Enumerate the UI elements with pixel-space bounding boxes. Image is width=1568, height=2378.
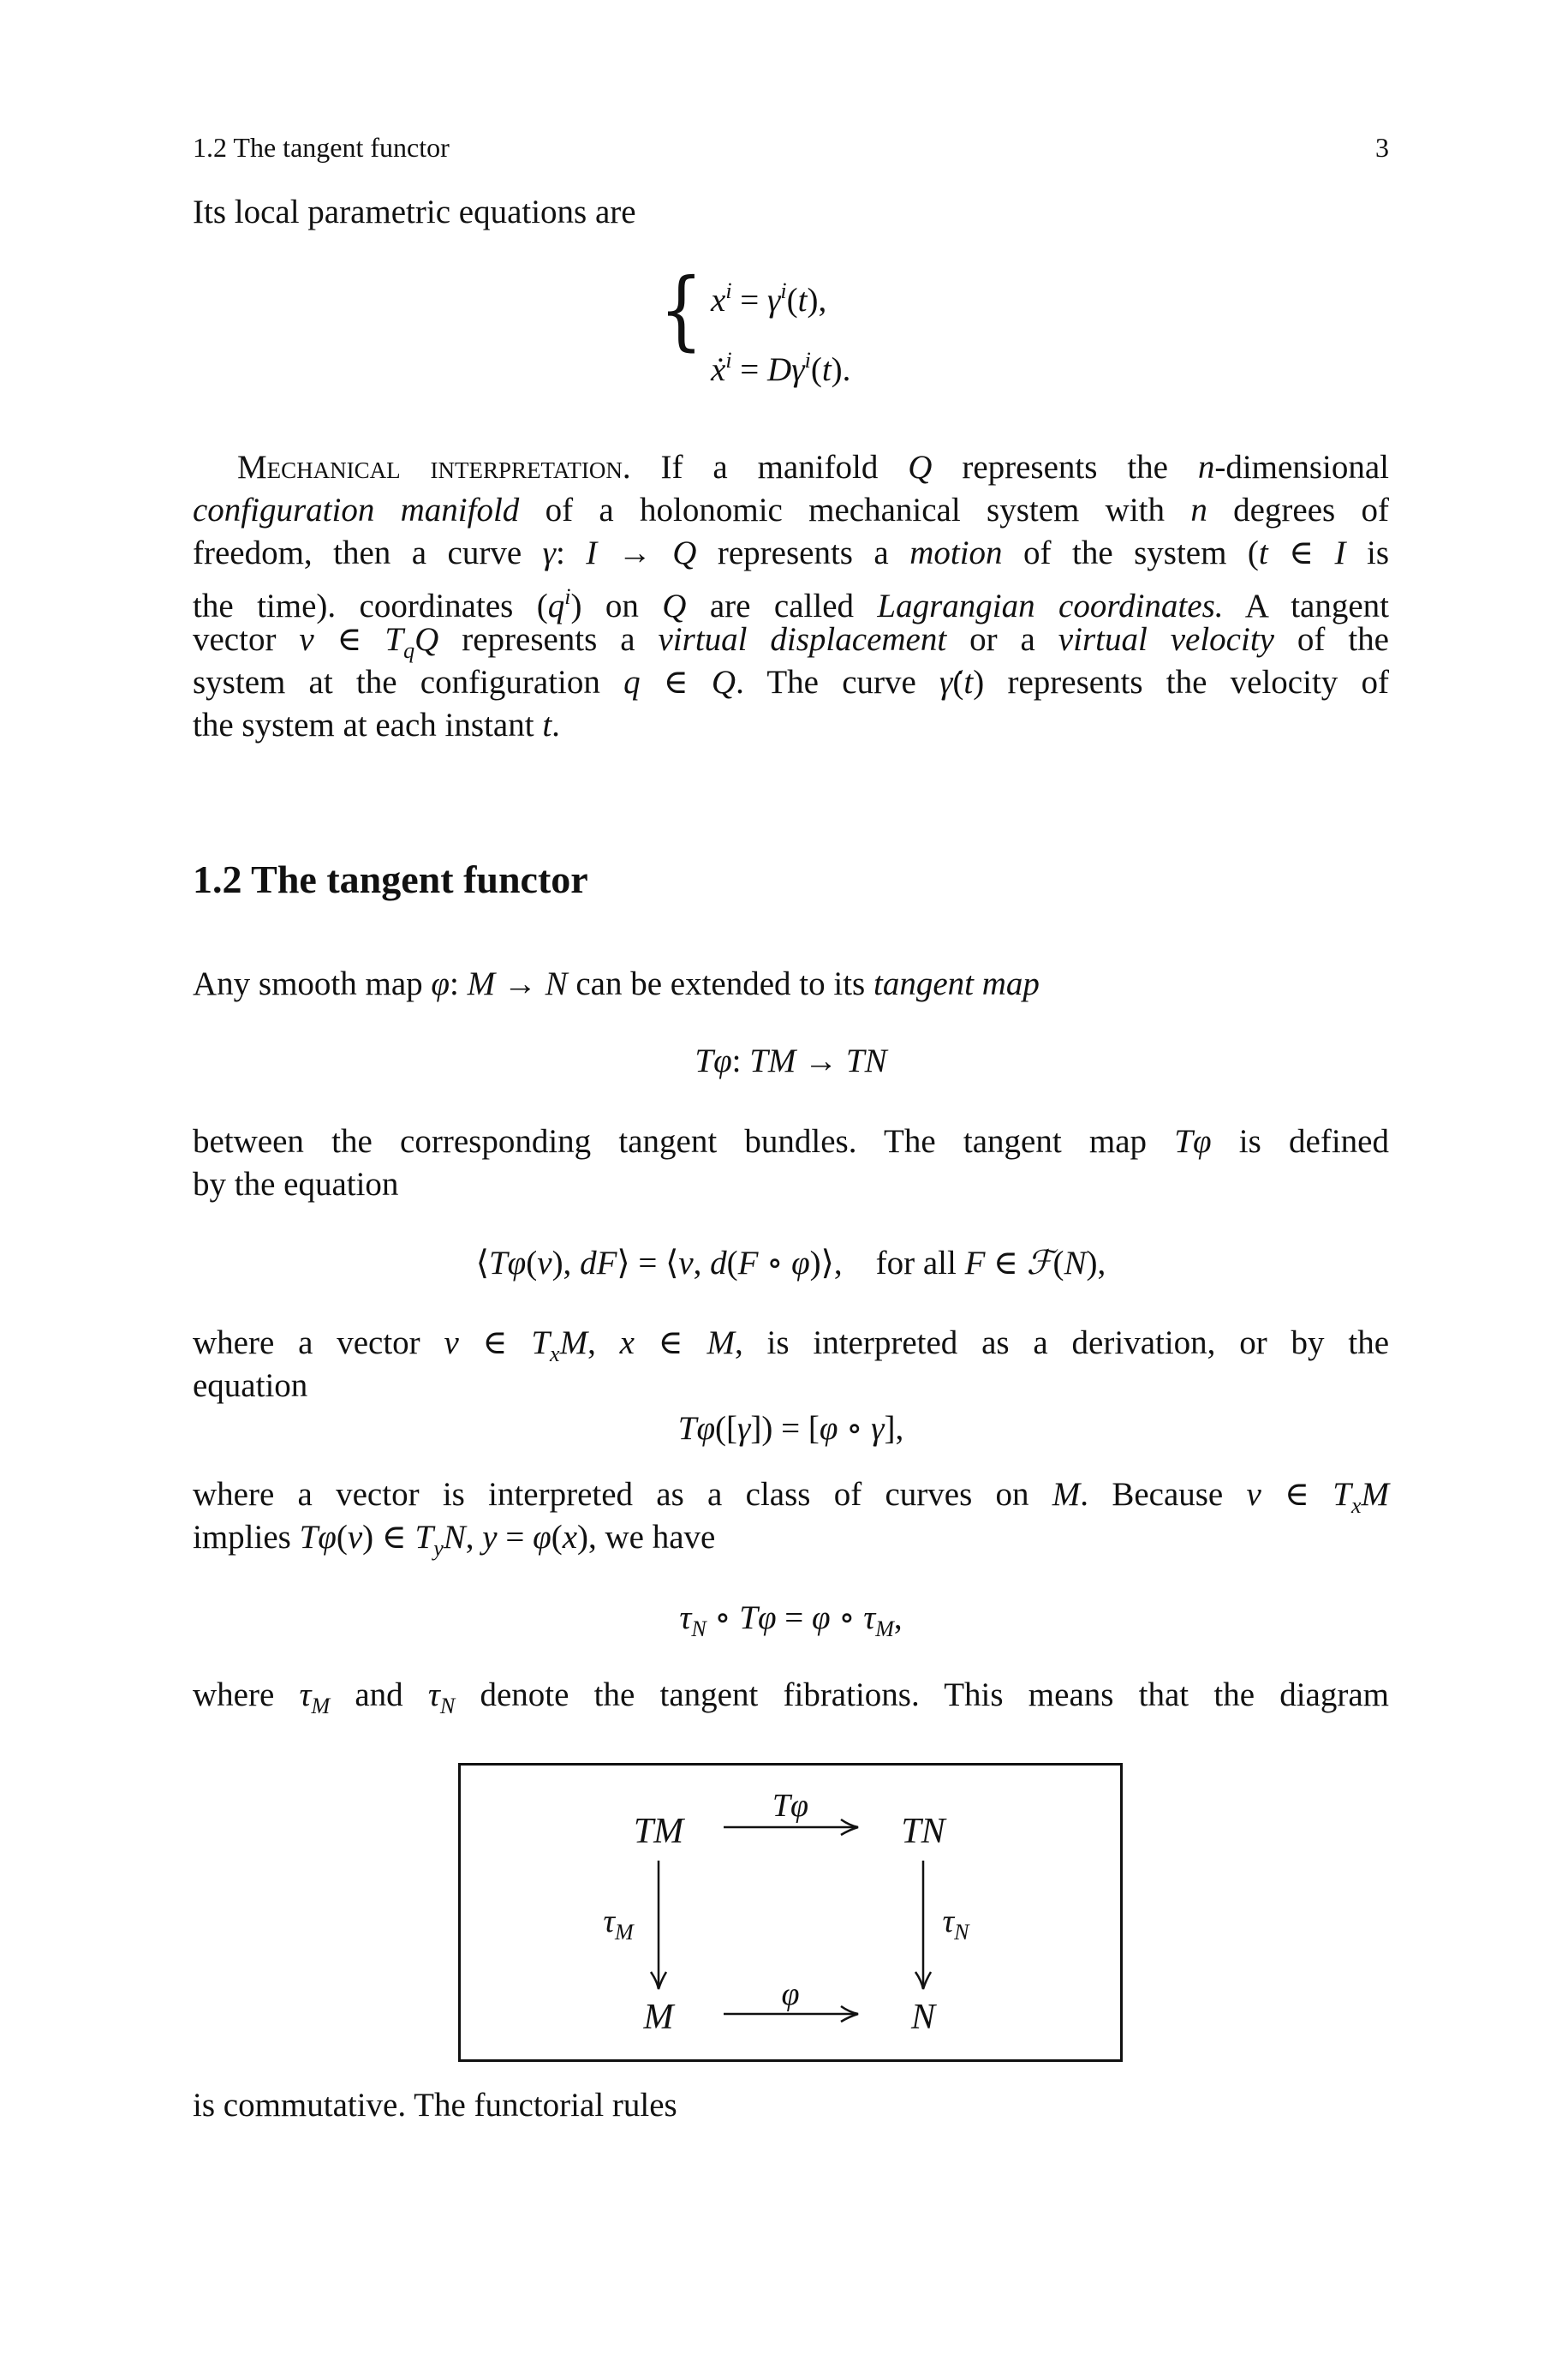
text-run: implies: [193, 1519, 300, 1556]
math-or-emphasis: φ: [533, 1519, 551, 1556]
math-or-emphasis: φ: [812, 1599, 831, 1636]
text-run: the system at each instant: [193, 707, 543, 744]
math-or-emphasis: x: [619, 1324, 635, 1361]
text-run: of a holonomic mechanical system with: [519, 492, 1191, 529]
math-or-emphasis: I: [586, 535, 598, 571]
text-run: (: [952, 664, 964, 701]
text-run: ⟩ = ⟨: [617, 1245, 679, 1282]
math-or-emphasis: tangent map: [873, 965, 1040, 1002]
math-or-emphasis: N: [1064, 1245, 1087, 1282]
text-run: . Because: [1080, 1476, 1247, 1513]
subscript: x: [550, 1341, 560, 1366]
text-run: =: [731, 351, 768, 388]
text-run: ,: [693, 1245, 711, 1282]
text-run: (: [1052, 1245, 1064, 1282]
text-run: can be extended to its: [567, 965, 873, 1002]
math-or-emphasis: v: [1246, 1476, 1261, 1513]
text-run: .: [551, 707, 560, 744]
math-or-emphasis: Q: [662, 588, 687, 624]
text-run: -dimensional: [1214, 449, 1389, 486]
math-or-emphasis: φ: [791, 1245, 810, 1282]
math-or-emphasis: τ: [299, 1676, 312, 1713]
text-run: ,: [587, 1324, 620, 1361]
math-or-emphasis: φ: [819, 1410, 838, 1447]
text-run: ),: [807, 282, 827, 319]
math-or-emphasis: TM: [749, 1043, 796, 1079]
text-run: ∘: [706, 1599, 740, 1636]
math-or-emphasis: τ: [427, 1676, 440, 1713]
tau-symbol: τ: [942, 1903, 955, 1939]
text-run: (: [336, 1519, 348, 1556]
label-phi: φ: [781, 1976, 800, 2012]
math-or-emphasis: virtual displacement: [658, 621, 947, 658]
math-or-emphasis: Q: [414, 621, 439, 658]
label-tau-m: [603, 1903, 633, 1945]
math-or-emphasis: F: [737, 1245, 759, 1282]
text-run: ∘: [838, 1410, 872, 1447]
math-or-emphasis: T: [414, 1519, 434, 1556]
math-or-emphasis: Dγ: [767, 351, 805, 388]
tau-symbol: τ: [603, 1903, 615, 1939]
text-run: (: [726, 1245, 738, 1282]
text-run: is commutative. The functorial rules: [193, 2087, 677, 2124]
superscript: i: [780, 278, 787, 303]
tau-subscript: M: [614, 1920, 634, 1945]
math-or-emphasis: ℱ: [1026, 1245, 1053, 1282]
math-or-emphasis: t: [1258, 535, 1268, 571]
math-or-emphasis: γ: [871, 1410, 885, 1447]
text-run: (: [810, 351, 822, 388]
math-or-emphasis: v: [299, 621, 314, 658]
math-or-emphasis: M: [467, 965, 496, 1002]
text-run: is defined: [1211, 1123, 1389, 1160]
text-run: ∘: [830, 1599, 864, 1636]
superscript: i: [564, 584, 571, 609]
math-or-emphasis: v: [347, 1519, 363, 1556]
math-or-emphasis: Tφ: [488, 1245, 527, 1282]
superscript: i: [725, 348, 732, 373]
math-or-emphasis: Tφ: [1174, 1123, 1212, 1160]
text-run: by the equation: [193, 1166, 399, 1203]
math-or-emphasis: configuration manifold: [193, 492, 520, 529]
node-n: N: [910, 1998, 936, 2037]
math-or-emphasis: T: [385, 621, 404, 658]
math-or-emphasis: TN: [845, 1043, 887, 1079]
text-run: :: [450, 965, 468, 1002]
text-run: )⟩, for all: [809, 1245, 965, 1282]
math-or-emphasis: v: [678, 1245, 694, 1282]
text-run: represents a: [696, 535, 910, 571]
text-run: ).: [831, 351, 851, 388]
text-run: ∈: [1261, 1476, 1333, 1513]
text-run: denote the tangent fibrations. This means that the diagram: [455, 1676, 1390, 1713]
math-or-emphasis: d: [710, 1245, 727, 1282]
math-or-emphasis: N: [545, 965, 568, 1002]
subscript: x: [1350, 1493, 1362, 1518]
math-or-emphasis: M: [1052, 1476, 1081, 1513]
text-run: ) ∈: [362, 1519, 415, 1556]
text-run: is: [1345, 535, 1390, 571]
text-run: →: [796, 1043, 846, 1079]
text-run: represents the: [932, 449, 1198, 486]
page-number: 3: [1375, 132, 1389, 163]
subscript: M: [875, 1616, 894, 1641]
math-or-emphasis: dF: [580, 1245, 617, 1282]
subscript: N: [691, 1616, 706, 1641]
math-or-emphasis: virtual velocity: [1058, 621, 1274, 658]
subscript: N: [439, 1694, 456, 1718]
subscript: M: [311, 1694, 331, 1718]
superscript: i: [804, 348, 811, 373]
text-run: degrees of: [1207, 492, 1390, 529]
text-run: ),: [551, 1245, 581, 1282]
text-run: where a vector is interpreted as a class of curves on: [193, 1476, 1052, 1513]
text-run: ∈: [1267, 535, 1335, 571]
text-run: Its local parametric equations are: [193, 194, 636, 230]
math-or-emphasis: y: [482, 1519, 498, 1556]
label-tphi: Tφ: [772, 1788, 809, 1824]
text-run: ), we have: [577, 1519, 716, 1556]
text-run: represents a: [438, 621, 659, 658]
tau-subscript: N: [954, 1920, 969, 1945]
math-or-emphasis: γ̇: [939, 664, 953, 701]
text-run: equation: [193, 1367, 308, 1404]
math-or-emphasis: x: [711, 282, 726, 319]
text-run: ,: [893, 1599, 903, 1636]
text-run: ∈: [634, 1324, 707, 1361]
text-run: . The curve: [736, 664, 940, 701]
math-or-emphasis: M: [559, 1324, 588, 1361]
text-run: ∈: [458, 1324, 532, 1361]
math-or-emphasis: τ: [863, 1599, 876, 1636]
text-run: ∈: [640, 664, 712, 701]
math-or-emphasis: Tφ: [299, 1519, 337, 1556]
text-run: ) on: [570, 588, 663, 624]
text-run: system at the configuration: [193, 664, 624, 701]
text-run: ∈: [313, 621, 385, 658]
text-run: vector: [193, 621, 300, 658]
subscript: q: [403, 638, 415, 663]
math-or-emphasis: T: [531, 1324, 551, 1361]
text-run: :: [555, 535, 587, 571]
label-tau-n: [943, 1903, 969, 1945]
text-run: A tangent: [1223, 588, 1389, 624]
text-run: (: [551, 1519, 563, 1556]
math-or-emphasis: Tφ: [739, 1599, 777, 1636]
text-run: ⟨: [475, 1245, 489, 1282]
text-run: =: [731, 282, 768, 319]
text-run: of the system (: [1002, 535, 1259, 571]
text-run: →: [597, 535, 673, 571]
math-or-emphasis: n: [1197, 449, 1215, 486]
text-run: →: [495, 965, 546, 1002]
node-tm: TM: [633, 1812, 684, 1851]
math-or-emphasis: γ: [767, 282, 781, 319]
text-run: :: [731, 1043, 750, 1079]
math-or-emphasis: M: [706, 1324, 735, 1361]
math-or-emphasis: τ: [679, 1599, 692, 1636]
text-run: ) represents the velocity of: [973, 664, 1389, 701]
math-or-emphasis: Q: [908, 449, 933, 486]
math-or-emphasis: n: [1190, 492, 1207, 529]
math-or-emphasis: Tφ: [677, 1410, 716, 1447]
math-or-emphasis: q: [623, 664, 641, 701]
text-run: are called: [686, 588, 878, 624]
node-m: M: [643, 1998, 674, 2037]
math-or-emphasis: Q: [672, 535, 697, 571]
text-run: where: [193, 1676, 300, 1713]
math-or-emphasis: N: [443, 1519, 466, 1556]
text-run: (: [526, 1245, 538, 1282]
text-run: (: [786, 282, 798, 319]
subscript: y: [433, 1536, 444, 1561]
math-or-emphasis: t: [797, 282, 808, 319]
small-caps-label: Mechanical interpretation.: [237, 449, 631, 486]
text-run: where a vector: [193, 1324, 444, 1361]
math-or-emphasis: q: [547, 588, 565, 624]
text-run: ),: [1086, 1245, 1106, 1282]
math-or-emphasis: motion: [909, 535, 1003, 571]
text-run: If a manifold: [630, 449, 909, 486]
text-run: between the corresponding tangent bundles. The tangent map: [193, 1123, 1175, 1160]
text-run: ∈: [985, 1245, 1027, 1282]
text-run: 1.2 The tangent functor: [193, 857, 588, 901]
math-or-emphasis: F: [964, 1245, 986, 1282]
math-or-emphasis: t: [542, 707, 552, 744]
text-run: =: [497, 1519, 534, 1556]
math-or-emphasis: v: [444, 1324, 459, 1361]
math-or-emphasis: Q: [711, 664, 736, 701]
math-or-emphasis: φ: [431, 965, 450, 1002]
math-or-emphasis: γ: [542, 535, 556, 571]
text-run: , is interpreted as a derivation, or by the: [734, 1324, 1390, 1361]
math-or-emphasis: ẋ: [711, 351, 726, 388]
text-run: ([: [715, 1410, 738, 1447]
math-or-emphasis: γ: [737, 1410, 751, 1447]
text-run: the time). coordinates (: [193, 588, 548, 624]
text-run: ],: [884, 1410, 904, 1447]
equation-brace: {: [659, 260, 703, 360]
text-run: Any smooth map: [193, 965, 432, 1002]
text-run: ∘: [758, 1245, 792, 1282]
math-or-emphasis: v: [537, 1245, 552, 1282]
math-or-emphasis: t: [963, 664, 974, 701]
text-run: freedom, then a curve: [193, 535, 543, 571]
running-header-section: 1.2 The tangent functor: [193, 132, 450, 163]
text-run: ,: [465, 1519, 483, 1556]
math-or-emphasis: I: [1334, 535, 1346, 571]
superscript: i: [725, 278, 732, 303]
text-run: and: [330, 1676, 428, 1713]
text-run: ]) = [: [750, 1410, 820, 1447]
node-tn: TN: [901, 1812, 945, 1851]
text-run: of the: [1273, 621, 1389, 658]
text-run: or a: [946, 621, 1058, 658]
math-or-emphasis: M: [1361, 1476, 1390, 1513]
math-or-emphasis: x: [562, 1519, 577, 1556]
math-or-emphasis: t: [821, 351, 832, 388]
math-or-emphasis: Tφ: [695, 1043, 732, 1079]
math-or-emphasis: Lagrangian coordinates.: [877, 588, 1224, 624]
math-or-emphasis: T: [1333, 1476, 1351, 1513]
text-run: =: [776, 1599, 813, 1636]
